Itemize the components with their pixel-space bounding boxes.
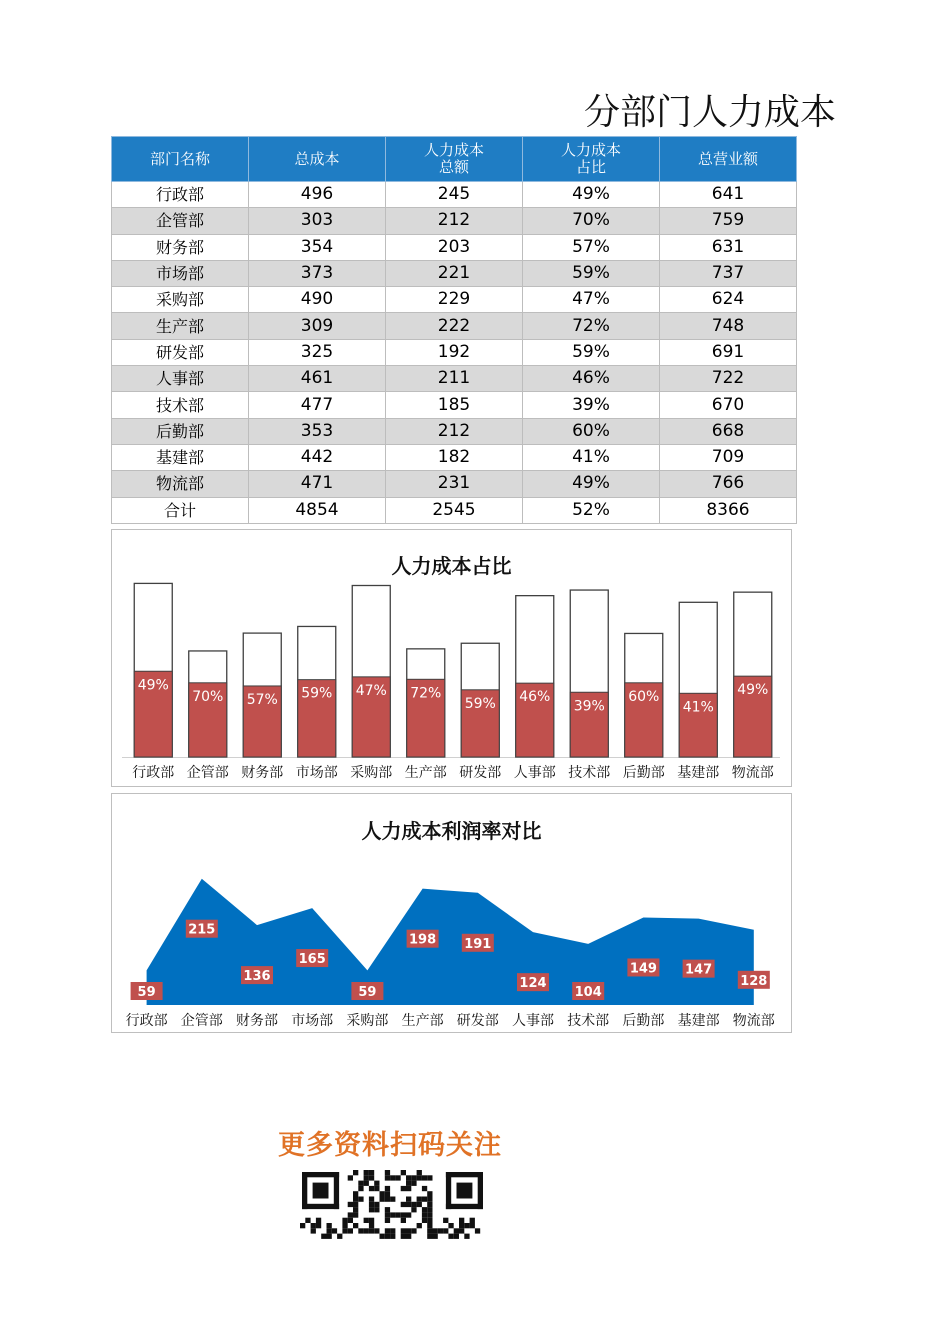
total-label: 合计 xyxy=(112,497,249,523)
row-dept: 行政部 xyxy=(112,182,249,208)
chart-title: 人力成本利润率对比 xyxy=(361,819,542,843)
x-tick-label: 市场部 xyxy=(291,1013,334,1029)
x-tick-label: 行政部 xyxy=(132,765,175,781)
data-label: 49% xyxy=(137,677,169,694)
data-label: 165 xyxy=(298,952,326,968)
x-tick-label: 技术部 xyxy=(567,1013,610,1029)
row-hr-cost: 211 xyxy=(386,366,523,392)
row-total-cost: 496 xyxy=(249,182,386,208)
table-row xyxy=(112,471,797,497)
total-hr-cost: 2545 xyxy=(386,497,523,523)
row-hr-cost: 212 xyxy=(386,418,523,444)
x-tick-label: 物流部 xyxy=(732,1013,775,1029)
row-hr-ratio: 59% xyxy=(523,339,660,365)
page-title: 分部门人力成本 xyxy=(584,92,837,133)
row-hr-ratio: 59% xyxy=(523,260,660,286)
chart-title: 人力成本占比 xyxy=(391,554,512,578)
x-tick-label: 人事部 xyxy=(512,1013,554,1029)
x-tick-label: 采购部 xyxy=(350,765,393,781)
row-hr-ratio: 57% xyxy=(523,234,660,260)
x-tick-label: 后勤部 xyxy=(622,765,665,781)
table-row xyxy=(112,392,797,418)
x-tick-label: 生产部 xyxy=(401,1013,444,1029)
row-hr-cost: 185 xyxy=(386,392,523,418)
row-hr-cost: 203 xyxy=(386,234,523,260)
header-total-cost: 总成本 xyxy=(249,137,386,182)
x-tick-label: 行政部 xyxy=(125,1013,168,1029)
table-row xyxy=(112,418,797,444)
row-hr-ratio: 49% xyxy=(523,471,660,497)
row-dept: 财务部 xyxy=(112,234,249,260)
x-tick-label: 企管部 xyxy=(186,765,229,781)
row-hr-cost: 182 xyxy=(386,444,523,470)
header-hr-cost: 人力成本 总额 xyxy=(386,137,523,182)
row-dept: 基建部 xyxy=(112,444,249,470)
row-hr-ratio: 46% xyxy=(523,366,660,392)
row-hr-cost: 212 xyxy=(386,208,523,234)
row-hr-ratio: 39% xyxy=(523,392,660,418)
header-revenue: 总营业额 xyxy=(660,137,797,182)
row-hr-cost: 221 xyxy=(386,260,523,286)
row-total-cost: 490 xyxy=(249,287,386,313)
area-series xyxy=(147,879,754,1005)
x-tick-label: 后勤部 xyxy=(622,1013,665,1029)
row-dept: 企管部 xyxy=(112,208,249,234)
row-revenue: 748 xyxy=(660,313,797,339)
row-revenue: 691 xyxy=(660,339,797,365)
hr-profit-margin-chart xyxy=(111,793,792,1033)
data-label: 46% xyxy=(519,689,551,706)
row-revenue: 670 xyxy=(660,392,797,418)
row-dept: 市场部 xyxy=(112,260,249,286)
table-row xyxy=(112,234,797,260)
row-total-cost: 373 xyxy=(249,260,386,286)
data-label: 41% xyxy=(682,699,714,716)
table-row xyxy=(112,208,797,234)
row-total-cost: 461 xyxy=(249,366,386,392)
row-total-cost: 303 xyxy=(249,208,386,234)
x-tick-label: 生产部 xyxy=(404,765,447,781)
table-row xyxy=(112,287,797,313)
x-tick-label: 研发部 xyxy=(459,765,502,781)
data-label: 124 xyxy=(519,976,547,992)
cost-table xyxy=(111,136,797,524)
row-revenue: 766 xyxy=(660,471,797,497)
data-label: 215 xyxy=(188,922,216,938)
data-label: 136 xyxy=(243,969,271,985)
row-revenue: 737 xyxy=(660,260,797,286)
row-hr-ratio: 49% xyxy=(523,182,660,208)
total-cost: 4854 xyxy=(249,497,386,523)
x-tick-label: 基建部 xyxy=(677,1013,720,1029)
row-revenue: 722 xyxy=(660,366,797,392)
row-hr-ratio: 41% xyxy=(523,444,660,470)
data-label: 57% xyxy=(246,691,278,708)
data-label: 39% xyxy=(573,698,605,715)
table-body xyxy=(112,182,797,498)
data-label: 70% xyxy=(192,688,224,705)
row-total-cost: 471 xyxy=(249,471,386,497)
data-label: 47% xyxy=(355,682,387,699)
data-label: 59% xyxy=(301,685,333,702)
x-tick-label: 企管部 xyxy=(180,1013,223,1029)
x-tick-label: 人事部 xyxy=(513,765,556,781)
row-hr-ratio: 70% xyxy=(523,208,660,234)
row-dept: 后勤部 xyxy=(112,418,249,444)
row-total-cost: 325 xyxy=(249,339,386,365)
data-label: 72% xyxy=(410,685,442,702)
row-dept: 采购部 xyxy=(112,287,249,313)
x-tick-label: 财务部 xyxy=(236,1013,278,1029)
table-row xyxy=(112,339,797,365)
x-tick-label: 物流部 xyxy=(731,765,774,781)
header-dept: 部门名称 xyxy=(112,137,249,182)
row-dept: 研发部 xyxy=(112,339,249,365)
x-tick-label: 研发部 xyxy=(456,1013,499,1029)
table-row xyxy=(112,313,797,339)
row-revenue: 631 xyxy=(660,234,797,260)
header-hr-ratio: 人力成本 占比 xyxy=(523,137,660,182)
data-label: 49% xyxy=(737,682,769,699)
row-hr-cost: 222 xyxy=(386,313,523,339)
row-total-cost: 309 xyxy=(249,313,386,339)
row-total-cost: 442 xyxy=(249,444,386,470)
data-label: 59% xyxy=(464,695,496,712)
table-total-row xyxy=(112,497,797,523)
hr-cost-ratio-chart xyxy=(111,529,792,787)
margin-chart-plot xyxy=(112,794,791,1032)
data-label: 149 xyxy=(629,961,657,977)
row-total-cost: 354 xyxy=(249,234,386,260)
x-tick-label: 基建部 xyxy=(677,765,720,781)
row-revenue: 668 xyxy=(660,418,797,444)
row-hr-ratio: 60% xyxy=(523,418,660,444)
table-row xyxy=(112,366,797,392)
row-revenue: 641 xyxy=(660,182,797,208)
row-hr-cost: 192 xyxy=(386,339,523,365)
table-header-row xyxy=(112,137,797,182)
x-tick-label: 技术部 xyxy=(568,765,611,781)
row-hr-cost: 231 xyxy=(386,471,523,497)
qr-caption: 更多资料扫码关注 xyxy=(278,1130,502,1161)
total-revenue: 8366 xyxy=(660,497,797,523)
row-hr-cost: 229 xyxy=(386,287,523,313)
data-label: 198 xyxy=(409,932,437,948)
qr-pattern xyxy=(300,1170,483,1239)
row-hr-ratio: 47% xyxy=(523,287,660,313)
qr-code-icon xyxy=(300,1170,485,1238)
data-label: 147 xyxy=(685,962,713,978)
row-hr-ratio: 72% xyxy=(523,313,660,339)
data-label: 191 xyxy=(464,936,492,952)
row-hr-cost: 245 xyxy=(386,182,523,208)
x-tick-label: 采购部 xyxy=(346,1013,389,1029)
data-label: 59 xyxy=(358,985,377,1000)
table-row xyxy=(112,444,797,470)
x-tick-label: 市场部 xyxy=(295,765,338,781)
row-dept: 人事部 xyxy=(112,366,249,392)
row-dept: 技术部 xyxy=(112,392,249,418)
x-tick-label: 财务部 xyxy=(241,765,284,781)
data-label: 128 xyxy=(740,973,768,989)
row-total-cost: 353 xyxy=(249,418,386,444)
row-total-cost: 477 xyxy=(249,392,386,418)
data-label: 59 xyxy=(137,985,156,1000)
data-label: 104 xyxy=(574,985,602,1000)
total-hr-ratio: 52% xyxy=(523,497,660,523)
table-row xyxy=(112,182,797,208)
row-revenue: 624 xyxy=(660,287,797,313)
ratio-chart-plot xyxy=(112,530,791,786)
row-revenue: 709 xyxy=(660,444,797,470)
row-revenue: 759 xyxy=(660,208,797,234)
row-dept: 生产部 xyxy=(112,313,249,339)
data-label: 60% xyxy=(628,688,660,705)
table-row xyxy=(112,260,797,286)
row-dept: 物流部 xyxy=(112,471,249,497)
